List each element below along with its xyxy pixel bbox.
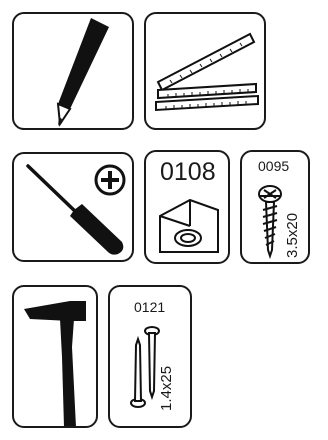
pencil-icon bbox=[14, 14, 134, 130]
product-code: 0108 bbox=[160, 158, 216, 186]
folding-ruler-icon bbox=[146, 14, 266, 130]
folding-ruler-card bbox=[144, 12, 266, 130]
hammer-icon bbox=[14, 287, 98, 428]
screw-card bbox=[240, 150, 310, 264]
screwdriver-card bbox=[12, 152, 134, 262]
pencil-card bbox=[12, 12, 134, 130]
screw-size-label: 3.5x20 bbox=[284, 212, 301, 258]
product-code: 0095 bbox=[258, 158, 290, 174]
nail-size-label: 1.4x25 bbox=[158, 365, 175, 411]
nail-card bbox=[108, 285, 192, 428]
bracket-card bbox=[144, 150, 230, 264]
phillips-screwdriver-icon bbox=[14, 154, 134, 262]
hammer-card bbox=[12, 285, 98, 428]
product-code: 0121 bbox=[134, 299, 166, 315]
